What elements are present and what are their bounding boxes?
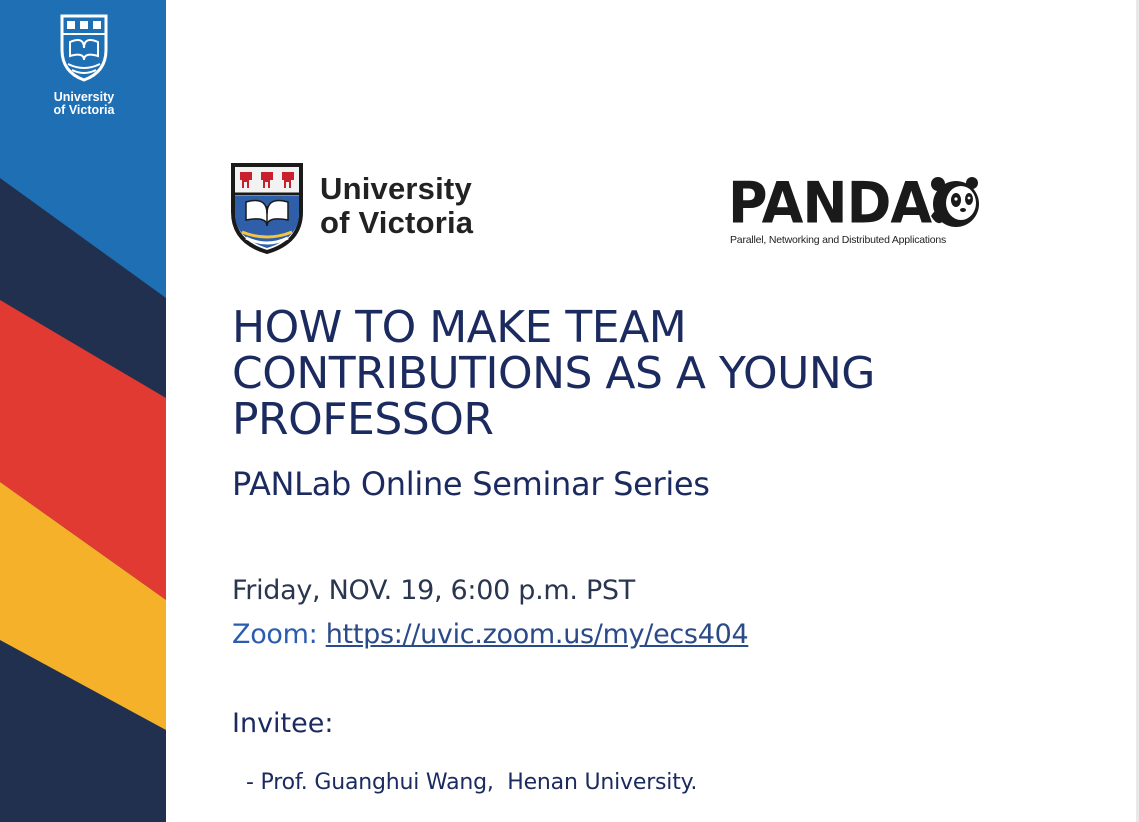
sidebar-logo-line1: University — [53, 90, 115, 104]
panda-tagline: Parallel, Networking and Distributed Applications — [730, 234, 947, 246]
invitee-label: Invitee: — [232, 708, 334, 739]
title-line-2: CONTRIBUTIONS AS A YOUNG — [232, 348, 875, 399]
zoom-link[interactable]: https://uvic.zoom.us/my/ecs404 — [325, 619, 749, 650]
title-line-3: PROFESSOR — [232, 394, 494, 445]
event-datetime: Friday, NOV. 19, 6:00 p.m. PST — [232, 575, 635, 606]
zoom-label: Zoom: — [232, 619, 326, 650]
sidebar-logo-line2: of Victoria — [53, 103, 115, 117]
panda-lab-logo — [728, 170, 988, 254]
panda-icon — [928, 176, 980, 230]
title-line-1: HOW TO MAKE TEAM — [232, 302, 687, 353]
sidebar-stripes — [0, 0, 166, 822]
shield-icon — [58, 14, 110, 82]
uvic-wordmark-line2: of Victoria — [320, 205, 474, 240]
university-crest-icon — [230, 162, 304, 254]
invitee-entry: - Prof. Guanghui Wang, Henan University. — [246, 770, 698, 795]
university-of-victoria-logo — [230, 162, 500, 257]
stripe-graphic — [0, 0, 166, 822]
uvic-wordmark-line1: University — [320, 171, 472, 206]
panda-wordmark: PANDA — [728, 170, 932, 237]
zoom-line — [232, 619, 748, 650]
seminar-title — [232, 302, 1092, 445]
sidebar-university-logo — [44, 14, 124, 117]
seminar-series: PANLab Online Seminar Series — [232, 465, 710, 503]
